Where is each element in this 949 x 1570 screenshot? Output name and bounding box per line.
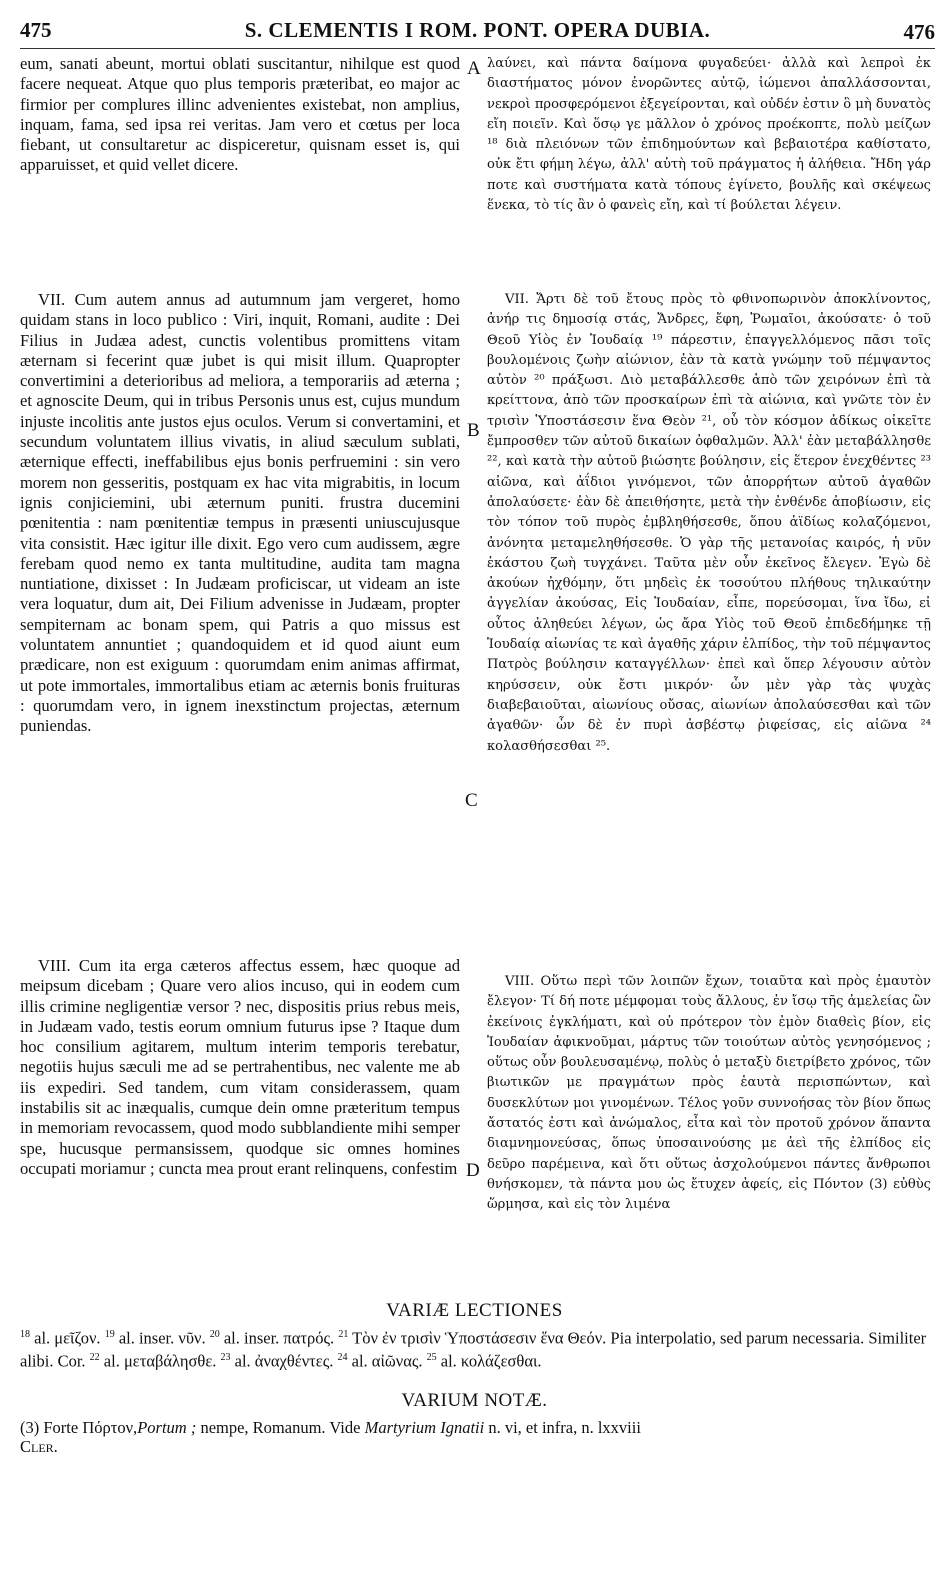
latin-paragraph-continuation: eum, sanati abeunt, mortui oblati suscitantur, nihilque est quod facere nequeat. Atque quo plus temporis præteribat, eo major ac firmior per complures illinc advenientes existebat, non amplius, inquam, fama, sed ipsa rei veritas. Jam vero et cœtus per loca fiebant, ut consultaretur ac dispiceretur, quisnam esset is, qui apparuisset, et quid vellet dicere.: [20, 54, 460, 175]
latin-column-part1: [20, 54, 460, 176]
note-number: 23: [220, 1351, 231, 1363]
note-italic-portum: Portum ;: [137, 1418, 197, 1437]
note-number: 21: [338, 1329, 349, 1340]
greek-column-part1: [487, 54, 931, 216]
note-number: 18: [20, 1329, 30, 1340]
latin-column-part3: [20, 956, 460, 1179]
note-text: al. κολάζεσθαι.: [436, 1351, 542, 1370]
variae-lectiones-heading: VARIÆ LECTIONES: [386, 1300, 563, 1321]
note-text: Τὸν ἐν τρισὶν Ὑποστάσεσιν ἕνα Θεόν. Pia interpolatio, sed parum necessaria. Similiter alibi. Cor.: [20, 1328, 927, 1370]
margin-marker-a: A: [467, 58, 481, 79]
running-title: S. CLEMENTIS I ROM. PONT. OPERA DUBIA.: [244, 18, 711, 42]
note-text: al. ἀναχθέντες.: [230, 1351, 338, 1370]
varium-notae-heading: VARIUM NOTÆ.: [401, 1390, 548, 1411]
note-number: 22: [89, 1351, 100, 1363]
note-text: al. μεῖζον.: [30, 1328, 105, 1348]
running-header: [20, 18, 935, 49]
margin-marker-c: C: [465, 790, 478, 811]
note-number: 20: [209, 1329, 220, 1340]
note-number: 19: [104, 1329, 115, 1340]
greek-paragraph-continuation: λαύνει, καὶ πάντα δαίμονα φυγαδεύει· ἀλλὰ καὶ λεπροὶ ἐκ διαστήματος μόνον ἐνορῶντες αὐτῷ, ἰώμενοι ἀπαλλάσσονται, νεκροὶ προσφερόμενοι ἐξεγείρονται, καὶ οὐδέν ἐστιν ὃ μὴ δυνατὸς εἴη ποιεῖν. Καὶ ὅσῳ γε μᾶλλον ὁ χρόνος προέκοπτε, πολὺ μείζων ¹⁸ διὰ πλειόνων τῶν ἐπιδημούντων καὶ βεβαιοτέρα καθίστατο, οὐκ ἔτι φήμη λέγω, ἀλλ' αὐτὴ τοῦ πράγματος ἡ ἀλήθεια. Ἤδη γάρ ποτε καὶ συστήματα κατὰ τόπους ἐγίνετο, βουλῆς καὶ σκέψεως ἕνεκα, τὸ τίς ἂν ὁ φανεὶς εἴη, καὶ τί βούλεται λέγειν.: [487, 56, 931, 214]
note-text: al. inser. πατρός.: [219, 1328, 339, 1348]
greek-column-part2: [487, 290, 931, 757]
note-text: al. αἰῶνας.: [347, 1351, 427, 1370]
latin-paragraph-vii: VII. Cum autem annus ad autumnum jam vergeret, homo quidam stans in loco publico : Viri, inquit, Romani, audite : Dei Filius in Judæa adest, cunctis volentibus promittens vitam æternam si fecerint quæ jubet is qui misit illum. Quapropter convertimini a deterioribus ad meliora, a temporariis ad æterna ; et agnoscite Deum, qui in tribus Personis unus est, cujus mundum injuste incolitis ante justos ejus oculos. Verum si convertamini, et secundum voluntatem illius vivatis, in aliud sæculum sublati, æternique effecti, ineffabilibus ejus bonis perfruemini : sin vero morem non gesseritis, postquam ex hac vita migrabitis, in locum ignis conjiciemini, ubi æternum puniti. frustra ducemini pœnitentia : nam pœnitentiæ tempus in præsenti uniuscujusque vita consistit. Hæc igitur ille dixit. Ego vero cum audissem, ægre ferebam quod nemo ex tanta multitudine, audita tam magna nuntiatione, dixisset : In Judæam proficiscar, ut videam an iste vera loquatur, dum ait, Dei Filium advenisse in Judæam, propter sempiternam ac bonam spem, qui Patris a quo missus est voluntatem annuntiet ; quandoquidem et id quod aiunt eum prædicare, non est exiguum : quorumdam enim animas affirmat, ut pote immortales, immortalibus etiam ac æternis bonis fruituras : quorumdam vero, in ignem inexstinctum projectas, æternum puniendas.: [20, 290, 460, 736]
page-number-right: 476: [903, 20, 935, 44]
note-text: n. vi, et infra, n. lxxviii: [484, 1418, 641, 1437]
variae-lectiones-notes: [20, 1325, 930, 1370]
varium-notae-notes: [20, 1418, 930, 1456]
note-text: al. inser. νῦν.: [114, 1328, 210, 1348]
note-number: 25: [426, 1351, 437, 1363]
note-text: nempe, Romanum. Vide: [196, 1418, 365, 1437]
note-number: 24: [337, 1351, 348, 1363]
latin-column-part2: [20, 290, 460, 737]
note-signature: Cler.: [20, 1437, 58, 1456]
latin-paragraph-viii: VIII. Cum ita erga cæteros affectus essem, hæc quoque ad meipsum dicebam ; Quare vero alios incuso, qui in eodem cum illis crimine negligentiæ versor ? nec, dispositis prius rebus meis, in Judæam vado, testis eorum omnium futurus ipse ? Itaque dum hoc consilium agitarem, multum interim temporis terebatur, negotiis hujus sæculi me ad se pertrahentibus, nec valente me ab iis expediri. Sed tandem, cum vitam considerassem, quam instabilis sit ac inæqualis, cumque dein omne præteritum tempus in memoriam revocassem, quod modo subblandiente mihi semper spe, hucusque permansissem, quodque sic omnes homines occupati moriamur ; cuncta mea prout erant relinquens, confestim: [20, 956, 460, 1178]
greek-paragraph-vii: VII. Ἄρτι δὲ τοῦ ἔτους πρὸς τὸ φθινοπωρινὸν ἀποκλίνοντος, ἀνήρ τις δημοσίᾳ στάς, Ἄνδρες, ἔφη, Ῥωμαῖοι, ἀκούσατε· ὁ τοῦ Θεοῦ Υἱὸς ἐν Ἰουδαίᾳ ¹⁹ πάρεστιν, ἐπαγγελλόμενος πᾶσι τοῖς βουλομένοις ζωὴν αἰώνιον, ἐὰν τὰ κατὰ γνώμην τοῦ πέμψαντος αὐτὸν ²⁰ πράξωσι. Διὸ μεταβάλλεσθε ἀπὸ τῶν χειρόνων ἐπὶ τὰ κρείττονα, ἀπὸ τῶν προσκαίρων ἐπὶ τὰ αἰώνια, καὶ γνῶτε τὸν ἐν τρισὶν Ὑποστάσεσιν ἕνα Θεὸν ²¹, οὗ τὸν κόσμον ἀδίκως οἰκεῖτε ἔμπροσθεν τῶν αὐτοῦ δικαίων ὀφθαλμῶν. Ἀλλ' ἐὰν μεταβάλλησθε ²², καὶ κατὰ τὴν αὐτοῦ βιώσητε βούλησιν, εἰς ἕτερον ἐνεχθέντες ²³ αἰῶνα, καὶ ἀΐδιοι γινόμενοι, τῶν ἀπορρήτων αὐτοῦ ἀγαθῶν ἀπολαύσετε· ἐὰν δὲ ἀπειθήσητε, μετὰ τὴν ἐνθένδε ἀποβίωσιν, εἰς τὸν τόπον τοῦ πυρὸς ἐμβληθήσεσθε, ὅπου ἀϊδίως κολαζόμενοι, ἀνόνητα μεταμεληθήσεσθε. Ὁ γὰρ τῆς μετανοίας καιρός, ἡ νῦν ἑκάστου ζωὴ τυγχάνει. Ταῦτα μὲν οὖν ἐκεῖνος ἔλεγεν. Ἐγὼ δὲ ἀκούων ἠχθόμην, ὅτι μηδεὶς ἐκ τοσούτου πλήθους τηλικαύτην ἀγγελίαν ἀκούσας, Εἰς Ἰουδαίαν, εἶπε, πορεύσομαι, ἵνα ἴδω, εἰ οὗτος ἀληθεύει λέγων, ὡς ἄρα Υἱὸς τοῦ Θεοῦ ἐπιδεδήμηκε τῇ Ἰουδαίᾳ αἰωνίας τε καὶ ἀγαθῆς χάριν ἐλπίδος, τὴν τοῦ πέμψαντος Πατρὸς βούλησιν καταγγέλλων· ἐπεὶ καὶ ὅπερ λέγουσιν αὐτὸν κηρύσσειν, οὐκ ἔστι μικρόν· ὧν μὲν γὰρ τὰς ψυχὰς διαβεβαιοῦται, αἰωνίους οὔσας, αἰωνίων ἀπολαύσεσθαι καὶ τῶν ἀγαθῶν· ὧν δὲ ἐν πυρὶ ἀσβέστῳ ῥιφείσας, εἰς αἰῶνα ²⁴ κολασθήσεσθαι ²⁵.: [487, 292, 931, 754]
note-text: (3) Forte Πόρτον,: [20, 1418, 138, 1437]
greek-column-part3: [487, 972, 931, 1216]
note-text: al. μεταβάλησθε.: [99, 1351, 221, 1370]
note-italic-martyrium: Martyrium Ignatii: [364, 1418, 485, 1437]
margin-marker-d: D: [466, 1160, 480, 1181]
greek-paragraph-viii: VIII. Οὕτω περὶ τῶν λοιπῶν ἔχων, τοιαῦτα καὶ πρὸς ἐμαυτὸν ἔλεγον· Τί δή ποτε μέμφομαι τοὺς ἄλλους, ἐν ἴσῳ τῆς ἀμελείας ὢν ἐκείνοις ἐγκλήματι, καὶ οὐ πρότερον τὸν ἐμὸν διαθεὶς βίον, εἰς Ἰουδαίαν ἀφικνοῦμαι, μάρτυς τῶν τοιούτων αὐτὸς γενησόμενος ; οὕτως οὖν βουλευσαμένῳ, πολὺς ὁ μεταξὺ διετρίβετο χρόνος, τῶν βιωτικῶν με πραγμάτων πρὸς ἑαυτὰ περισπώντων, καὶ δυσεκλύτων μοι γινομένων. Τέλος γοῦν συννοήσας τὸν βίον ὅπως ἄστατός ἐστι καὶ ἀνώμαλος, εἶτα καὶ τὸν προτοῦ χρόνον ἅπαντα διαμνημονεύσας, ὅπως ὑποσαινούσης με ἀεὶ τῆς ἐλπίδος εἰς δεῦρο παρέμεινα, καὶ ὅτι οὕτως ἀσχολούμενοι πάντες ἄνθρωποι θνήσκομεν, τὰ πάντα μου ὡς ἔτυχεν ἀφείς, εἰς Πόντον (3) εὐθὺς ὥρμησα, καὶ εἰς τὸν λιμένα: [487, 974, 931, 1213]
page-number-left: 475: [20, 18, 52, 42]
margin-marker-b: B: [467, 420, 480, 441]
